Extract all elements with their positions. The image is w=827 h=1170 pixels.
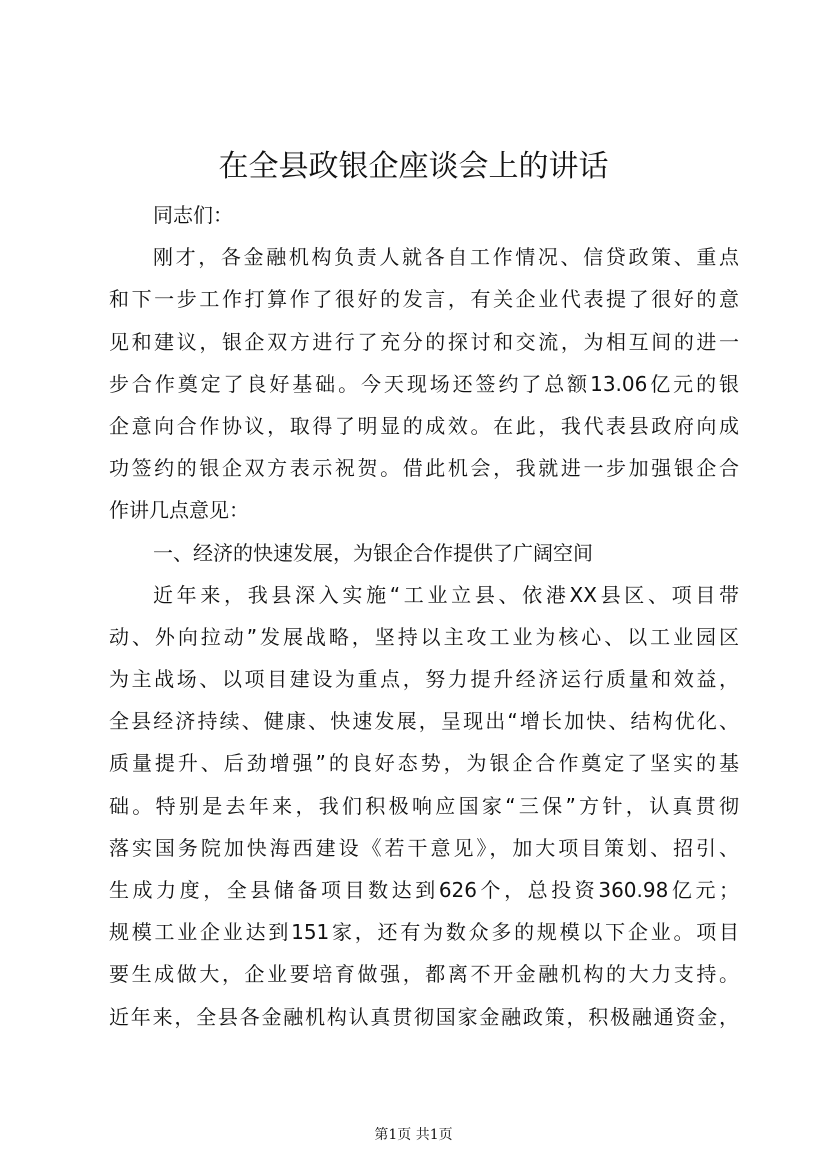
paragraph-line: 生成力度，全县储备项目数达到626个，总投资360.98亿元；	[109, 878, 739, 902]
paragraph-line: 刚才，各金融机构负责人就各自工作情况、信贷政策、重点	[153, 245, 739, 270]
document-title: 在全县政银企座谈会上的讲话	[218, 149, 609, 184]
paragraph-line: 和下一步工作打算作了很好的发言，有关企业代表提了很好的意	[109, 287, 739, 312]
paragraph-line: 要生成做大，企业要培育做强，都离不开金融机构的大力支持。	[109, 962, 739, 987]
paragraph-line: 动、外向拉动”发展战略，坚持以主攻工业为核心、以工业园区	[109, 624, 739, 649]
document-body	[109, 194, 739, 1038]
paragraph-line: 企意向合作协议，取得了明显的成效。在此，我代表县政府向成	[109, 413, 739, 438]
page-footer: 第1页 共1页	[374, 1127, 453, 1143]
paragraph-line: 步合作奠定了良好基础。今天现场还签约了总额13.06亿元的银	[109, 371, 739, 396]
paragraph-line: 全县经济持续、健康、快速发展，呈现出“增长加快、结构优化、	[109, 709, 739, 734]
paragraph-line: 质量提升、后劲增强”的良好态势，为银企合作奠定了坚实的基	[109, 751, 739, 776]
paragraph-line: 近年来，全县各金融机构认真贯彻国家金融政策，积极融通资金，	[109, 1004, 739, 1029]
paragraph-line: 功签约的银企双方表示祝贺。借此机会，我就进一步加强银企合	[109, 456, 739, 481]
paragraph-line: 作讲几点意见：	[109, 498, 249, 523]
paragraph-line: 落实国务院加快海西建设《若干意见》，加大项目策划、招引、	[109, 835, 739, 860]
salutation: 同志们：	[153, 203, 233, 227]
paragraph-line: 近年来，我县深入实施“工业立县、依港XX县区、项目带	[153, 582, 739, 607]
section-heading: 一、经济的快速发展，为银企合作提供了广阔空间	[153, 540, 593, 565]
paragraph-line: 础。特别是去年来，我们积极响应国家“三保”方针，认真贯彻	[109, 793, 739, 818]
paragraph-line: 见和建议，银企双方进行了充分的探讨和交流，为相互间的进一	[109, 329, 739, 354]
paragraph-line: 规模工业企业达到151家，还有为数众多的规模以下企业。项目	[109, 920, 739, 945]
paragraph-line: 为主战场、以项目建设为重点，努力提升经济运行质量和效益，	[109, 667, 739, 692]
